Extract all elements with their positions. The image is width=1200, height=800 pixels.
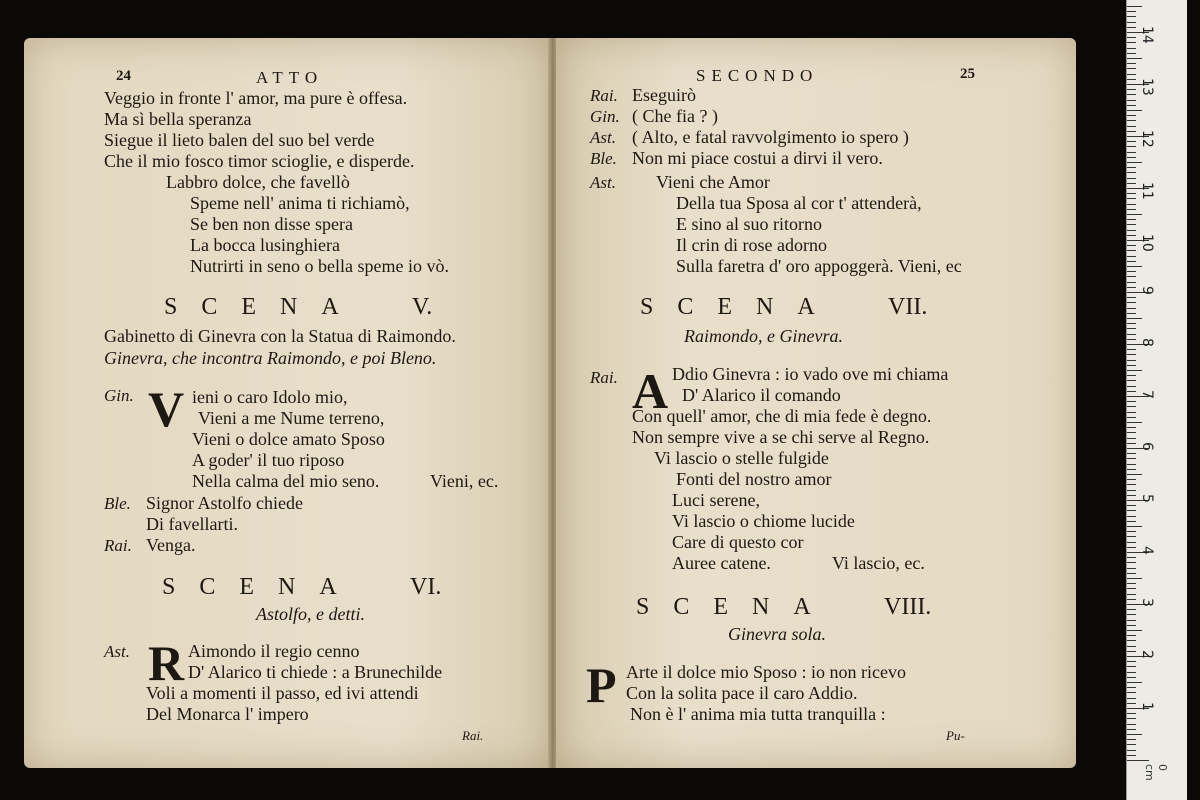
verse-line: Vieni o dolce amato Sposo (192, 429, 385, 449)
speaker: Ast. (590, 128, 616, 147)
ruler-tick (1127, 531, 1136, 532)
verse-line: Ddio Ginevra : io vado ove mi chiama (672, 364, 949, 384)
ruler-tick (1127, 100, 1136, 101)
scene-heading-5: SCENA (164, 294, 363, 320)
ruler-tick (1127, 583, 1136, 584)
ruler-tick (1127, 126, 1136, 127)
ruler-tick (1127, 682, 1142, 683)
verse-line: D' Alarico il comando (682, 385, 841, 405)
ruler-tick (1127, 146, 1136, 147)
ruler-tick (1127, 562, 1136, 563)
ruler-tick (1127, 115, 1136, 116)
ruler-tick (1127, 354, 1136, 355)
verse-line: Labbro dolce, che favellò (166, 172, 350, 192)
ruler-tick (1127, 588, 1136, 589)
ruler-tick (1127, 739, 1136, 740)
ruler-tick (1127, 432, 1136, 433)
ruler-tick (1127, 219, 1136, 220)
ruler-tick (1127, 11, 1136, 12)
verse-line: A goder' il tuo riposo (192, 450, 345, 470)
ruler-tick (1127, 729, 1136, 730)
ruler-tick (1127, 750, 1136, 751)
verse-line: Siegue il lieto balen del suo bel verde (104, 130, 375, 150)
ruler-number: 9 (1139, 286, 1155, 295)
ruler-tick (1127, 406, 1136, 407)
page-number-left: 24 (116, 68, 131, 84)
ruler-number: 8 (1139, 338, 1155, 347)
ruler-tick (1127, 360, 1136, 361)
ruler-tick (1127, 370, 1142, 371)
ruler-tick (1127, 526, 1142, 527)
verse-line: ( Che fia ? ) (632, 106, 718, 126)
right-page (556, 38, 1076, 768)
scene-persons: Ginevra sola. (728, 624, 826, 644)
verse-line: Nutrirti in seno o bella speme io vò. (190, 256, 449, 276)
running-head-left: ATTO (256, 68, 324, 87)
ruler-tick (1127, 178, 1136, 179)
catchword: Rai. (462, 728, 484, 743)
verse-line: Se ben non disse spera (190, 214, 353, 234)
ruler-tick (1127, 661, 1136, 662)
ruler-number: 7 (1139, 390, 1155, 399)
verse-line: Con la solita pace il caro Addio. (626, 683, 858, 703)
verse-line: Aimondo il regio cenno (188, 641, 360, 661)
ruler-tick (1127, 510, 1136, 511)
ruler-tick (1127, 724, 1136, 725)
scene-persons: Ginevra, che incontra Raimondo, e poi Bleno. (104, 348, 437, 368)
ruler-tick (1127, 282, 1136, 283)
ruler-tick (1127, 152, 1136, 153)
ruler-tick (1127, 677, 1136, 678)
scene-numeral-6: VI. (410, 574, 442, 600)
ruler-tick (1127, 594, 1136, 595)
ruler-tick (1127, 427, 1136, 428)
scene-setting: Gabinetto di Ginevra con la Statua di Raimondo. (104, 326, 456, 346)
verse-line: Care di questo cor (672, 532, 804, 552)
ruler-tick (1127, 167, 1136, 168)
ruler-number: 5 (1139, 494, 1155, 503)
ruler-tick (1127, 718, 1136, 719)
scene-persons: Raimondo, e Ginevra. (684, 326, 843, 346)
ruler-number: 14 (1139, 26, 1155, 44)
scene-heading-8: SCENA (636, 594, 835, 620)
ruler-tick (1127, 646, 1136, 647)
verse-line: Auree catene. (672, 553, 771, 573)
ruler-tick (1127, 666, 1136, 667)
ruler-tick (1127, 302, 1136, 303)
ruler-tick (1127, 692, 1136, 693)
speaker-rai: Rai. (590, 368, 618, 387)
ruler-tick (1127, 79, 1136, 80)
ruler-tick (1127, 131, 1136, 132)
measuring-ruler (1126, 0, 1187, 800)
verse-line: Vi lascio o stelle fulgide (654, 448, 829, 468)
ruler-tick (1127, 141, 1136, 142)
ruler-tick (1127, 375, 1136, 376)
ruler-tick (1127, 365, 1136, 366)
ruler-tick (1127, 443, 1136, 444)
ruler-tick (1127, 27, 1136, 28)
running-head-right: SECONDO (696, 66, 819, 85)
ruler-tick (1127, 469, 1136, 470)
verse-line: Sulla faretra d' oro appoggerà. Vieni, ec (676, 256, 962, 276)
ruler-tick (1127, 479, 1136, 480)
ruler-tick (1127, 328, 1136, 329)
verse-line: ieni o caro Idolo mio, (192, 387, 348, 407)
verse-line: Veggio in fronte l' amor, ma pure è offesa. (104, 88, 408, 108)
drop-cap: P (586, 657, 617, 713)
ruler-tick (1127, 614, 1136, 615)
ruler-tick (1127, 183, 1136, 184)
ruler-tick (1127, 599, 1136, 600)
ruler-tick (1127, 453, 1136, 454)
ruler-tick (1127, 401, 1136, 402)
left-page (24, 38, 552, 768)
verse-line: Vieni a me Nume terreno, (198, 408, 385, 428)
ruler-tick (1127, 698, 1136, 699)
verse-line: Di favellarti. (146, 514, 238, 534)
ruler-number: 12 (1139, 130, 1155, 148)
ruler-number: 13 (1139, 78, 1155, 96)
ruler-tick (1127, 308, 1136, 309)
ruler-tick (1127, 417, 1136, 418)
ruler-tick (1127, 297, 1136, 298)
ruler-tick (1127, 276, 1136, 277)
ruler-tick (1127, 521, 1136, 522)
ruler-tick (1127, 68, 1136, 69)
verse-line: D' Alarico ti chiede : a Brunechilde (188, 662, 443, 682)
ruler-tick (1127, 495, 1136, 496)
ruler-tick (1127, 209, 1136, 210)
ruler-tick (1127, 162, 1142, 163)
ruler-tick (1127, 250, 1136, 251)
speaker-rai: Rai. (104, 536, 132, 555)
ruler-tick (1127, 22, 1136, 23)
ruler-tick (1127, 172, 1136, 173)
verse-line: Vi lascio o chiome lucide (672, 511, 855, 531)
verse-line: Nella calma del mio seno. (192, 471, 380, 491)
ruler-tick (1127, 271, 1136, 272)
ruler-tick (1127, 48, 1136, 49)
ruler-number: 3 (1139, 598, 1155, 607)
ruler-tick (1127, 484, 1136, 485)
ruler-tick (1127, 266, 1142, 267)
ruler-tick (1127, 438, 1136, 439)
verse-line: Luci serene, (672, 490, 760, 510)
ruler-tick (1127, 380, 1136, 381)
speaker: Rai. (590, 86, 618, 105)
ruler-tick (1127, 245, 1136, 246)
verse-line: Fonti del nostro amor (676, 469, 832, 489)
verse-line: Speme nell' anima ti richiamò, (190, 193, 410, 213)
ruler-unit-label: 0 cm (1143, 764, 1169, 781)
verse-line: Eseguirò (632, 85, 696, 105)
ruler-tick (1127, 386, 1136, 387)
ruler-number: 10 (1139, 234, 1155, 252)
drop-cap: R (148, 635, 185, 691)
ruler-tick (1127, 204, 1136, 205)
ruler-tick (1127, 744, 1136, 745)
ruler-tick (1127, 755, 1136, 756)
ruler-tick (1127, 542, 1136, 543)
verse-line: ( Alto, e fatal ravvolgimento io spero ) (632, 127, 909, 147)
ruler-tick (1127, 490, 1136, 491)
verse-line: Non sempre vive a se chi serve al Regno. (632, 427, 930, 447)
ruler-tick (1127, 287, 1136, 288)
ruler-tick (1127, 557, 1136, 558)
ruler-tick (1127, 74, 1136, 75)
ruler-tick (1127, 458, 1136, 459)
ruler-tick (1127, 713, 1136, 714)
ruler-tick (1127, 635, 1136, 636)
ruler-tick (1127, 516, 1136, 517)
ruler-tick (1127, 422, 1142, 423)
verse-line: Della tua Sposa al cor t' attenderà, (676, 193, 922, 213)
ruler-tick (1127, 224, 1136, 225)
ruler-tick (1127, 687, 1136, 688)
ruler-tick (1127, 573, 1136, 574)
verse-line: Signor Astolfo chiede (146, 493, 303, 513)
ruler-tick (1127, 16, 1136, 17)
verse-line: Arte il dolce mio Sposo : io non ricevo (626, 662, 906, 682)
scene-heading-6: SCENA (162, 574, 361, 600)
verse-line: Del Monarca l' impero (146, 704, 309, 724)
verse-line: Voli a momenti il passo, ed ivi attendi (146, 683, 419, 703)
ruler-tick (1127, 94, 1136, 95)
ruler-tick (1127, 313, 1136, 314)
speaker: Ast. (590, 173, 616, 192)
ruler-tick (1127, 323, 1136, 324)
speaker-ble: Ble. (104, 494, 131, 513)
verse-line: Che il mio fosco timor scioglie, e disperde. (104, 151, 415, 171)
ruler-tick (1127, 63, 1136, 64)
verse-line: Con quell' amor, che di mia fede è degno. (632, 406, 932, 426)
verse-line: Non mi piace costui a dirvi il vero. (632, 148, 883, 168)
ruler-tick (1127, 391, 1136, 392)
scene-numeral-5: V. (412, 294, 433, 320)
drop-cap: A (632, 363, 669, 419)
ruler-tick (1127, 412, 1136, 413)
ruler-tick (1127, 568, 1136, 569)
ruler-number: 1 (1139, 702, 1155, 711)
drop-cap: V (148, 381, 185, 437)
ruler-tick (1127, 230, 1136, 231)
ruler-tick (1127, 193, 1136, 194)
verse-line: Venga. (146, 535, 196, 555)
ruler-number: 11 (1139, 182, 1155, 200)
ruler-tick (1127, 256, 1136, 257)
verse-line: Il crin di rose adorno (676, 235, 827, 255)
ruler-tick (1127, 339, 1136, 340)
scene-persons: Astolfo, e detti. (256, 604, 365, 624)
ruler-tick (1127, 120, 1136, 121)
page-number-right: 25 (960, 66, 975, 82)
ruler-tick (1127, 37, 1136, 38)
ruler-number: 4 (1139, 546, 1155, 555)
ruler-tick (1127, 474, 1142, 475)
ruler-tick (1127, 578, 1142, 579)
ruler-tick (1127, 42, 1136, 43)
speaker-ast: Ast. (104, 642, 130, 661)
ruler-tick (1127, 734, 1142, 735)
ruler-tick (1127, 318, 1142, 319)
ruler-tick (1127, 625, 1136, 626)
ruler-tick (1127, 760, 1149, 761)
scene-numeral-8: VIII. (884, 594, 932, 620)
ruler-tick (1127, 105, 1136, 106)
ruler-tick (1127, 630, 1142, 631)
ruler-tick (1127, 157, 1136, 158)
verse-line: E sino al suo ritorno (676, 214, 822, 234)
ruler-tick (1127, 547, 1136, 548)
ruler-tick (1127, 58, 1142, 59)
ruler-tick (1127, 505, 1136, 506)
ruler-tick (1127, 261, 1136, 262)
verse-line: Vieni, ec. (430, 471, 499, 491)
ruler-tick (1127, 620, 1136, 621)
speaker-gin: Gin. (104, 386, 134, 405)
ruler-tick (1127, 640, 1136, 641)
verse-line: Non è l' anima mia tutta tranquilla : (630, 704, 886, 724)
verse-line: La bocca lusinghiera (190, 235, 340, 255)
ruler-tick (1127, 536, 1136, 537)
speaker: Ble. (590, 149, 617, 168)
ruler-tick (1127, 672, 1136, 673)
ruler-tick (1127, 334, 1136, 335)
ruler-tick (1127, 464, 1136, 465)
verse-line: Vi lascio, ec. (832, 553, 925, 573)
ruler-tick (1127, 53, 1136, 54)
ruler-tick (1127, 198, 1136, 199)
ruler-tick (1127, 6, 1142, 7)
scene-heading-7: SCENA (640, 294, 839, 320)
catchword: Pu- (946, 728, 965, 743)
ruler-tick (1127, 703, 1136, 704)
verse-line: Ma sì bella speranza (104, 109, 252, 129)
ruler-tick (1127, 235, 1136, 236)
ruler-tick (1127, 651, 1136, 652)
ruler-tick (1127, 214, 1142, 215)
scene-numeral-7: VII. (888, 294, 928, 320)
ruler-tick (1127, 349, 1136, 350)
verse-line: Vieni che Amor (656, 172, 770, 192)
ruler-number: 2 (1139, 650, 1155, 659)
ruler-tick (1127, 110, 1142, 111)
ruler-number: 6 (1139, 442, 1155, 451)
ruler-tick (1127, 89, 1136, 90)
ruler-tick (1127, 609, 1136, 610)
speaker: Gin. (590, 107, 620, 126)
